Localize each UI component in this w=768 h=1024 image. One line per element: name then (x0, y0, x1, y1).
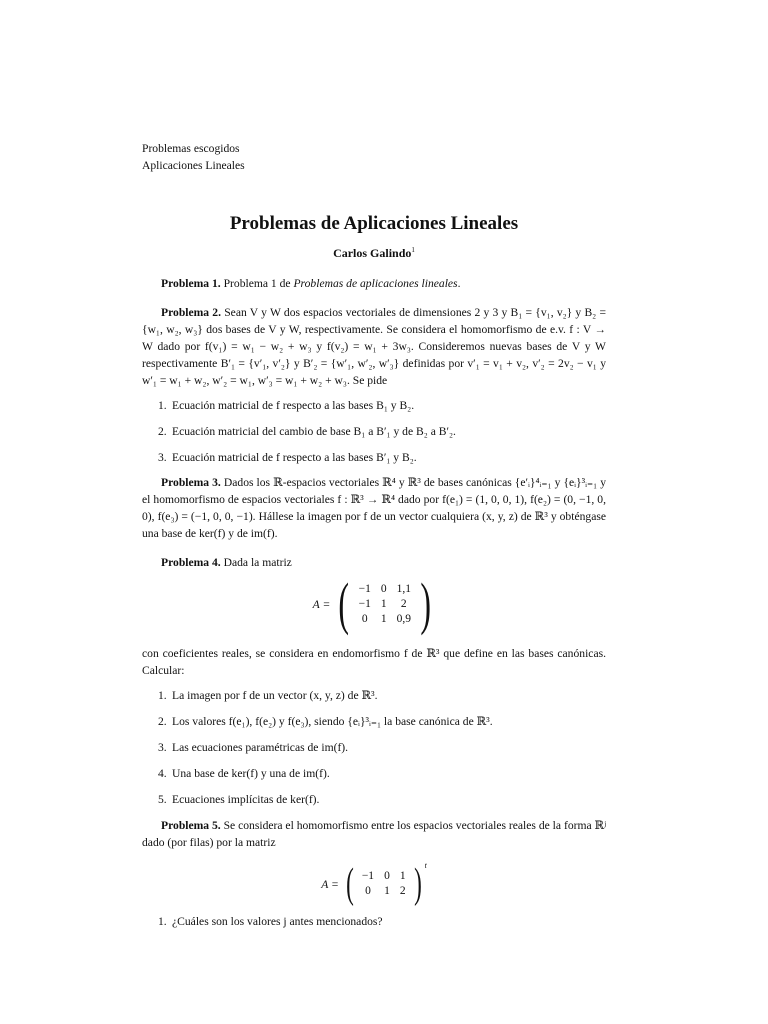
list-item-text: Ecuación matricial de f respecto a las bases B′₁ y B₂. (172, 451, 417, 464)
problem-1-text-b: . (457, 277, 461, 290)
matrix-cell: 2 (399, 885, 406, 897)
list-item-text: Ecuaciones implícitas de ker(f). (172, 793, 320, 806)
matrix-A5 (357, 869, 411, 899)
problem-5-label: Problema 5. (161, 819, 221, 832)
problem-3 (142, 474, 606, 542)
matrix-cell: 1 (399, 870, 406, 882)
problem-5 (142, 817, 606, 851)
problem-3-label: Problema 3. (161, 476, 221, 489)
matrix-cell: 0 (384, 870, 390, 882)
list-item: 3. Ecuación matricial de f respecto a las bases B′₁ y B₂. (158, 451, 417, 464)
list-item: 2. Ecuación matricial del cambio de base B₁ a B′₁ y de B₂ a B′₂. (158, 425, 456, 438)
problem-4-list (142, 687, 606, 808)
matrix-cell: 1 (380, 612, 387, 625)
problem-2 (142, 304, 606, 389)
matrix-cell: 2 (400, 597, 407, 610)
list-item: 4. Una base de ker(f) y una de im(f). (158, 767, 330, 780)
list-item: 1. Ecuación matricial de f respecto a las bases B₁ y B₂. (158, 399, 415, 412)
problem-3-text: Dados los ℝ-espacios vectoriales ℝ⁴ y ℝ³ de bases canónicas {e′ᵢ}⁴ᵢ₌₁ y {eᵢ}³ᵢ₌₁ y el homomorfismo de espacios vectoriales f : ℝ³ → ℝ⁴ dado por f(e₁) = (1, 0, 0, 1), f(e₂) = (0, −1, 0, 0), f(e₃) = (−1, 0, 0, −1). Hállese la imagen por f de un vector cualquiera (x, y, z) de ℝ³ y obténgase una base de ker(f) y de im(f). (142, 476, 606, 540)
right-paren-icon: ) (413, 861, 422, 907)
problem-1-label: Problema 1. (161, 277, 221, 290)
list-item-text: Los valores f(e₁), f(e₂) y f(e₃), siendo {eᵢ}³ᵢ₌₁ la base canónica de ℝ³. (172, 715, 493, 728)
matrix-cell: 0,9 (396, 612, 411, 625)
list-item-text: Una base de ker(f) y una de im(f). (172, 767, 330, 780)
matrix-cell: 0 (365, 885, 371, 897)
matrix-cell: 0 (361, 612, 368, 625)
problem-1-text-italic: Problemas de aplicaciones lineales (293, 277, 458, 290)
problem-5-text: Se considera el homomorfismo entre los espacios vectoriales reales de la forma ℝʲ dado (por filas) por la matriz (142, 819, 606, 849)
problem-2-text: Sean V y W dos espacios vectoriales de dimensiones 2 y 3 y B₁ = {v₁, v₂} y B₂ = {w₁, w₂, w₃} dos bases de V y W, respectivamente. Se considera el homomorfismo de e.v. f : V → W dado por f(v₁) = w₁ − w₂ + w₃ y f(v₂) = w₁ + 3w₃. Consideremos nuevas bases de V y W respectivamente B′₁ = {v′₁, v′₂} y B′₂ = {w′₁, w′₂, w′₃} definidas por v′₁ = v₁ + v₂, v′₂ = 2v₂ − v₁ y w′₁ = w₁ + w₂, w′₂ = w₁, w′₃ = w₁ + w₂ + w₃. Se pide (142, 306, 606, 387)
problem-1-text-a: Problema 1 de (223, 277, 294, 290)
list-item-text: ¿Cuáles son los valores j antes mencionados? (172, 915, 383, 928)
matrix-cell: −1 (358, 597, 371, 610)
list-item-text: Las ecuaciones paramétricas de im(f). (172, 741, 349, 754)
matrix-A (354, 582, 416, 627)
problem-4-label: Problema 4. (161, 556, 221, 569)
running-header-line2: Aplicaciones Lineales (142, 159, 245, 172)
problem-5-list (142, 913, 606, 930)
list-item-text: Ecuación matricial del cambio de base B₁ a B′₁ y de B₂ a B′₂. (172, 425, 456, 438)
author (142, 245, 606, 262)
matrix-cell: 0 (380, 582, 387, 595)
matrix-A5-display: A = ( −1 0 1 0 1 2 ) $^t$ (321, 861, 427, 907)
list-item: 5. Ecuaciones implícitas de ker(f). (158, 793, 320, 806)
problem-4-intro: Dada la matriz (223, 556, 292, 569)
running-header-line1: Problemas escogidos (142, 142, 240, 155)
right-paren-icon: ) (420, 571, 431, 636)
matrix-cell: 1 (384, 885, 390, 897)
problem-4 (142, 554, 606, 571)
matrix-lhs: A = (312, 597, 331, 611)
matrix-cell: 1,1 (396, 582, 411, 595)
problem-4-after: con coeficientes reales, se considera en endomorfismo f de ℝ³ que define en las bases canónicas. Calcular: (142, 647, 606, 677)
matrix-cell: −1 (358, 582, 371, 595)
author-name: Carlos Galindo (333, 246, 412, 260)
author-footnote-mark: 1 (411, 246, 415, 254)
problem-2-list (142, 397, 606, 466)
matrix-A-display (142, 571, 606, 636)
left-paren-icon: ( (345, 861, 354, 907)
problem-1 (142, 275, 606, 292)
left-paren-icon: ( (338, 571, 350, 636)
matrix-cell: −1 (361, 870, 375, 882)
list-item: 1. ¿Cuáles son los valores j antes mencionados? (158, 915, 383, 928)
list-item-text: Ecuación matricial de f respecto a las bases B₁ y B₂. (172, 399, 415, 412)
document-page (142, 140, 606, 930)
matrix-cell: 1 (380, 597, 387, 610)
matrix-lhs: A = (321, 877, 339, 891)
list-item: 1. La imagen por f de un vector (x, y, z) de ℝ³. (158, 689, 378, 702)
list-item: 2. Los valores f(e₁), f(e₂) y f(e₃), siendo {eᵢ}³ᵢ₌₁ la base canónica de ℝ³. (158, 715, 493, 728)
list-item: 3. Las ecuaciones paramétricas de im(f). (158, 741, 349, 754)
document-title: Problemas de Aplicaciones Lineales (229, 213, 519, 234)
list-item-text: La imagen por f de un vector (x, y, z) de ℝ³. (172, 689, 378, 702)
problem-2-label: Problema 2. (161, 306, 221, 319)
